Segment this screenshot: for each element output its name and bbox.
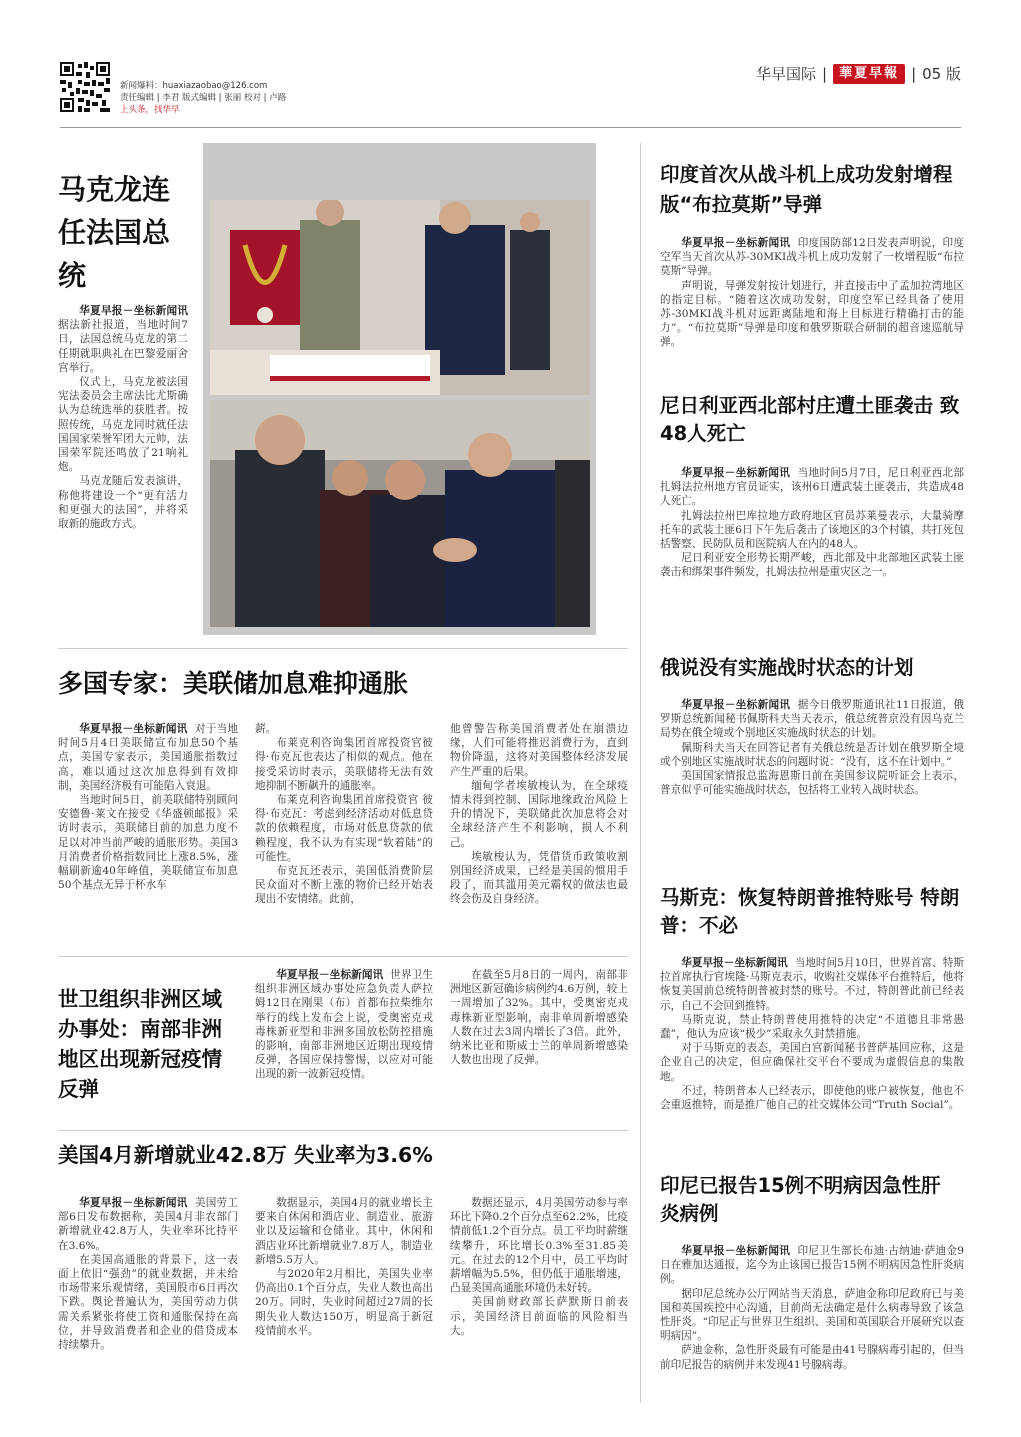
macron-title: 马克龙连任法国总统 — [58, 173, 171, 292]
macron-source: 华夏早报－坐标新闻讯 — [79, 305, 188, 317]
jobs-c1-p2: 在美国高通胀的背景下，这一表面上依旧“强劲”的就业数据，并未给市场带来乐观情绪，美国股市6日再次下跌。舆论普遍认为，美国劳动力供需关系紧张将使工资和通胀保持在高位，并导致消费者和企业的借贷成本持续攀升。 — [58, 1253, 238, 1352]
section-rule — [58, 648, 628, 649]
fed-c2-p3: 布莱克利咨询集团首席投资官 彼得·布克瓦：考虑到经济活动对低息贷款的依赖程度，市场对低息贷款的依赖程度，我不认为有实现“软着陆”的可能性。 — [255, 794, 433, 863]
fed-c3-p3: 埃敏梭认为，凭借货币政策收割别国经济成果，已经是美国的惯用手段了，而其滥用美元霸权的做法也最终会伤及自身经济。 — [450, 850, 628, 906]
russia-title: 俄说没有实施战时状态的计划 — [660, 656, 914, 679]
musk-title: 马斯克：恢复特朗普推特账号 特朗普：不必 — [660, 886, 960, 937]
fed-col-3 — [450, 722, 628, 907]
editors-line: 责任编辑 | 李君 版式编辑 | 张丽 校对 | 卢路 — [120, 93, 287, 103]
tip-line: 新闻爆料：huaxiazaobao@126.com — [120, 81, 268, 91]
nigeria-para-3: 尼日利亚安全形势长期严峻，西北部及中北部地区武装土匪袭击和绑架事件频发，扎姆法拉州是重灾区之一。 — [660, 552, 964, 579]
who-c2-p1: 在截至5月8日的一周内，南部非洲地区新冠确诊病例约4.6万例，较上一周增加了32%。其中，受奥密克戎毒株新亚型影响，南非单周新增感染人数在过去3周内增长了3倍。此外，纳米比亚和斯威士兰的单周新增感染人数也出现了反弹。 — [450, 969, 628, 1067]
musk-para-3: 对于马斯克的表态，美国白宫新闻秘书普萨基回应称，这是企业自己的决定，但应确保社交平台不要成为虚假信息的集散地。 — [660, 1042, 964, 1083]
indonesia-body — [660, 1244, 964, 1372]
jobs-c1-p1: 美国劳工部6日发布数据称，美国4月非农部门新增就业42.8万人，失业率环比持平在3.6%。 — [58, 1197, 238, 1252]
section-name: 华早国际 — [755, 65, 816, 83]
indonesia-para-3: 萨迪金称，急性肝炎最有可能是由41号腺病毒引起的，但当前印尼报告的病例并未发现41号腺病毒。 — [660, 1344, 964, 1371]
header-rule — [60, 127, 961, 128]
nigeria-para-2: 扎姆法拉州巴库拉地方政府地区官员苏莱曼表示，大量骑摩托车的武装土匪6日下午先后袭击了该地区的3个村镇，共打死包括警察、民防队员和医院病人在内的48人。 — [660, 509, 964, 551]
macron-para-1: 据法新社报道，当地时间7日，法国总统马克龙的第二任期就职典礼在巴黎爱丽舍宫举行。 — [58, 319, 188, 374]
section-rule — [58, 956, 628, 957]
fed-col-2 — [255, 722, 433, 907]
fed-c3-p2: 缅甸学者埃敏梭认为，在全球疫情未得到控制、国际地缘政治风险上升的情况下，美联储此次加息将会对全球经济产生不利影响，损人不利己。 — [450, 779, 628, 849]
column-divider — [640, 143, 641, 1403]
nigeria-source: 华夏早报－坐标新闻讯 — [681, 467, 791, 479]
jobs-col-2 — [255, 1196, 433, 1338]
photo-inauguration-signing — [210, 200, 590, 395]
macron-para-2: 仪式上，马克龙被法国宪法委员会主席法比尤斯确认为总统选举的获胜者。按照传统，马克龙同时就任法国国家荣誉军团大元帅，法国荣军院还鸣放了21响礼炮。 — [58, 376, 188, 474]
nigeria-para-1: 当地时间5月7日，尼日利亚西北部扎姆法拉州地方官员证实，该州6日遭武装土匪袭击，共造成48人死亡。 — [660, 467, 964, 508]
musk-para-4: 不过，特朗普本人已经表示，即使他的账户被恢复，他也不会重返推特，而是推广他自己的社交媒体公司“Truth Social”。 — [660, 1084, 964, 1112]
musk-body — [660, 956, 964, 1112]
who-col-1 — [255, 968, 433, 1082]
macron-para-3: 马克龙随后发表演讲，称他将建设一个“更有活力和更强大的法国”，并将采取新的施政方式。 — [58, 475, 188, 531]
russia-para-1: 据今日俄罗斯通讯社11日报道，俄罗斯总统新闻秘书佩斯科夫当天表示，俄总统普京没有因乌克兰局势在俄全境或个别地区实施战时状态的计划。 — [660, 699, 964, 740]
newspaper-logo: 華夏早報 — [833, 64, 905, 84]
jobs-c3-p1: 数据还显示，4月美国劳动参与率环比下降0.2个百分点至62.2%，比疫情前低1.2个百分点。员工平均时薪继续攀升，环比增长0.3%至31.85美元。在过去的12个月中，员工平均时薪增幅为5.5%，但仍低于通胀增速，凸显美国高通胀环境仍未好转。 — [450, 1197, 628, 1295]
divider: | — [911, 64, 917, 83]
india-para-1: 印度国防部12日发表声明说，印度空军当天首次从苏-30MKI战斗机上成功发射了一枚增程版“布拉莫斯”导弹。 — [660, 237, 964, 278]
fed-source: 华夏早报－坐标新闻讯 — [79, 723, 188, 735]
indonesia-para-2: 据印尼总统办公厅网站当天消息，萨迪金称印尼政府已与美国和英国疾控中心沟通，目前尚无法确定是什么病毒导致了该急性肝炎。“印尼正与世界卫生组织、美国和英国联合开展研究以查明病因”。 — [660, 1287, 964, 1343]
fed-c2-p4: 布克瓦还表示，美国低消费阶层民众面对不断上涨的物价已经开始表现出不安情绪。此前， — [255, 865, 433, 906]
page-number: 05 版 — [922, 65, 961, 83]
jobs-col-3 — [450, 1196, 628, 1338]
jobs-col-1 — [58, 1196, 238, 1352]
fed-c3-p1: 他曾警告称美国消费者处在崩溃边缘，人们可能将推迟消费行为，直到物价降温，这将对美国整体经济发展产生严重的后果。 — [450, 723, 628, 778]
jobs-c2-p1: 数据显示，美国4月的就业增长主要来自休闲和酒店业、制造业、旅游业以及运输和仓储业。其中，休闲和酒店业环比新增就业7.8万人，制造业新增5.5万人。 — [255, 1197, 433, 1266]
russia-para-2: 佩斯科夫当天在回答记者有关俄总统是否计划在俄罗斯全境或个别地区实施战时状态的问题时说：“没有，这不在计划中。” — [660, 741, 964, 768]
slogan: 上头条，找华早 — [120, 105, 180, 115]
jobs-c2-p2: 与2020年2月相比，美国失业率仍高出0.1个百分点，失业人数也高出20万。同时，失业时间超过27周的长期失业人数达150万，明显高于新冠疫情前水平。 — [255, 1268, 433, 1337]
macron-body — [58, 304, 188, 531]
indonesia-para-1: 印尼卫生部长布迪·古纳迪·萨迪金9日在雅加达通报，迄今为止该国已报告15例不明病因急性肝炎病例。 — [660, 1245, 964, 1286]
russia-source: 华夏早报－坐标新闻讯 — [681, 699, 791, 711]
who-source: 华夏早报－坐标新闻讯 — [276, 969, 384, 981]
jobs-title: 美国4月新增就业42.8万 失业率为3.6% — [58, 1143, 433, 1167]
who-c1-p1: 世界卫生组织非洲区域办事处应急负责人萨拉姆12日在刚果（布）首都布拉柴维尔举行的线上发布会上说，受奥密克戎毒株新亚型和非洲多国放松防控措施的影响，南部非洲地区近期出现疫情反弹，各国应保持警惕，以应对可能出现的新一波新冠疫情。 — [255, 969, 433, 1081]
musk-para-2: 马斯克说，禁止特朗普使用推特的决定“不道德且非常愚蠢”，他认为应该“极少”采取永久封禁措施。 — [660, 1013, 964, 1041]
india-source: 华夏早报－坐标新闻讯 — [681, 237, 791, 249]
fed-c2-p1: 薪。 — [255, 723, 277, 735]
qr-code-icon — [60, 62, 110, 112]
photo-handshake — [210, 400, 590, 627]
section-header — [756, 63, 961, 84]
divider: | — [822, 64, 828, 83]
jobs-source: 华夏早报－坐标新闻讯 — [79, 1197, 188, 1209]
india-title: 印度首次从战斗机上成功发射增程版“布拉莫斯”导弹 — [660, 163, 953, 216]
nigeria-title: 尼日利亚西北部村庄遭土匪袭击 致48人死亡 — [660, 394, 960, 445]
masthead-info — [120, 80, 286, 116]
fed-c1-p1: 对于当地时间5月4日美联储宣布加息50个基点，美国专家表示，美国通胀指数过高，难以通过这次加息得到有效抑制，美国经济极有可能陷入衰退。 — [58, 723, 238, 792]
fed-title: 多国专家：美联储加息难抑通胀 — [58, 669, 409, 698]
jobs-c3-p2: 美国前财政部长萨默斯日前表示，美国经济目前面临的风险相当大。 — [450, 1296, 628, 1337]
nigeria-body — [660, 466, 964, 580]
fed-col-1 — [58, 722, 238, 892]
who-col-2 — [450, 968, 628, 1067]
section-rule — [58, 1130, 628, 1131]
who-title: 世卫组织非洲区域办事处：南部非洲地区出现新冠疫情反弹 — [58, 987, 222, 1101]
indonesia-source: 华夏早报－坐标新闻讯 — [681, 1245, 791, 1257]
fed-c1-p2: 当地时间5日，前美联储特别顾问安德鲁·莱文在接受《华盛顿邮报》采访时表示，美联储目前的加息力度不足以对冲当前严峻的通胀形势。美国3月消费者价格指数同比上涨8.5%，涨幅刷新逾40年峰值，美联储宣布加息50个基点无异于杯水车 — [58, 794, 238, 892]
indonesia-title: 印尼已报告15例不明病因急性肝炎病例 — [660, 1174, 941, 1225]
musk-para-1: 当地时间5月10日，世界首富、特斯拉首席执行官埃隆·马斯克表示，收购社交媒体平台推特后，他将恢复美国前总统特朗普被封禁的账号。不过，特朗普此前已经表示，自己不会回到推特。 — [660, 957, 964, 1012]
india-body — [660, 236, 964, 350]
russia-para-3: 美国国家情报总监海恩斯日前在美国参议院听证会上表示，普京似乎可能实施战时状态，包括将工业转入战时状态。 — [660, 770, 964, 797]
india-para-2: 声明说，导弹发射按计划进行，并直接击中了孟加拉湾地区的指定目标。“随着这次成功发射，印度空军已经具备了使用苏-30MKI战斗机对远距离陆地和海上目标进行精确打击的能力”。“布拉莫斯”导弹是印度和俄罗斯联合研制的超音速巡航导弹。 — [660, 279, 964, 349]
russia-body — [660, 698, 964, 797]
musk-source: 华夏早报－坐标新闻讯 — [681, 957, 788, 969]
fed-c2-p2: 布莱克利咨询集团首席投资官彼得·布克瓦也表达了相似的观点。他在接受采访时表示，美联储将无法有效地抑制不断飙升的通胀率。 — [255, 737, 433, 792]
